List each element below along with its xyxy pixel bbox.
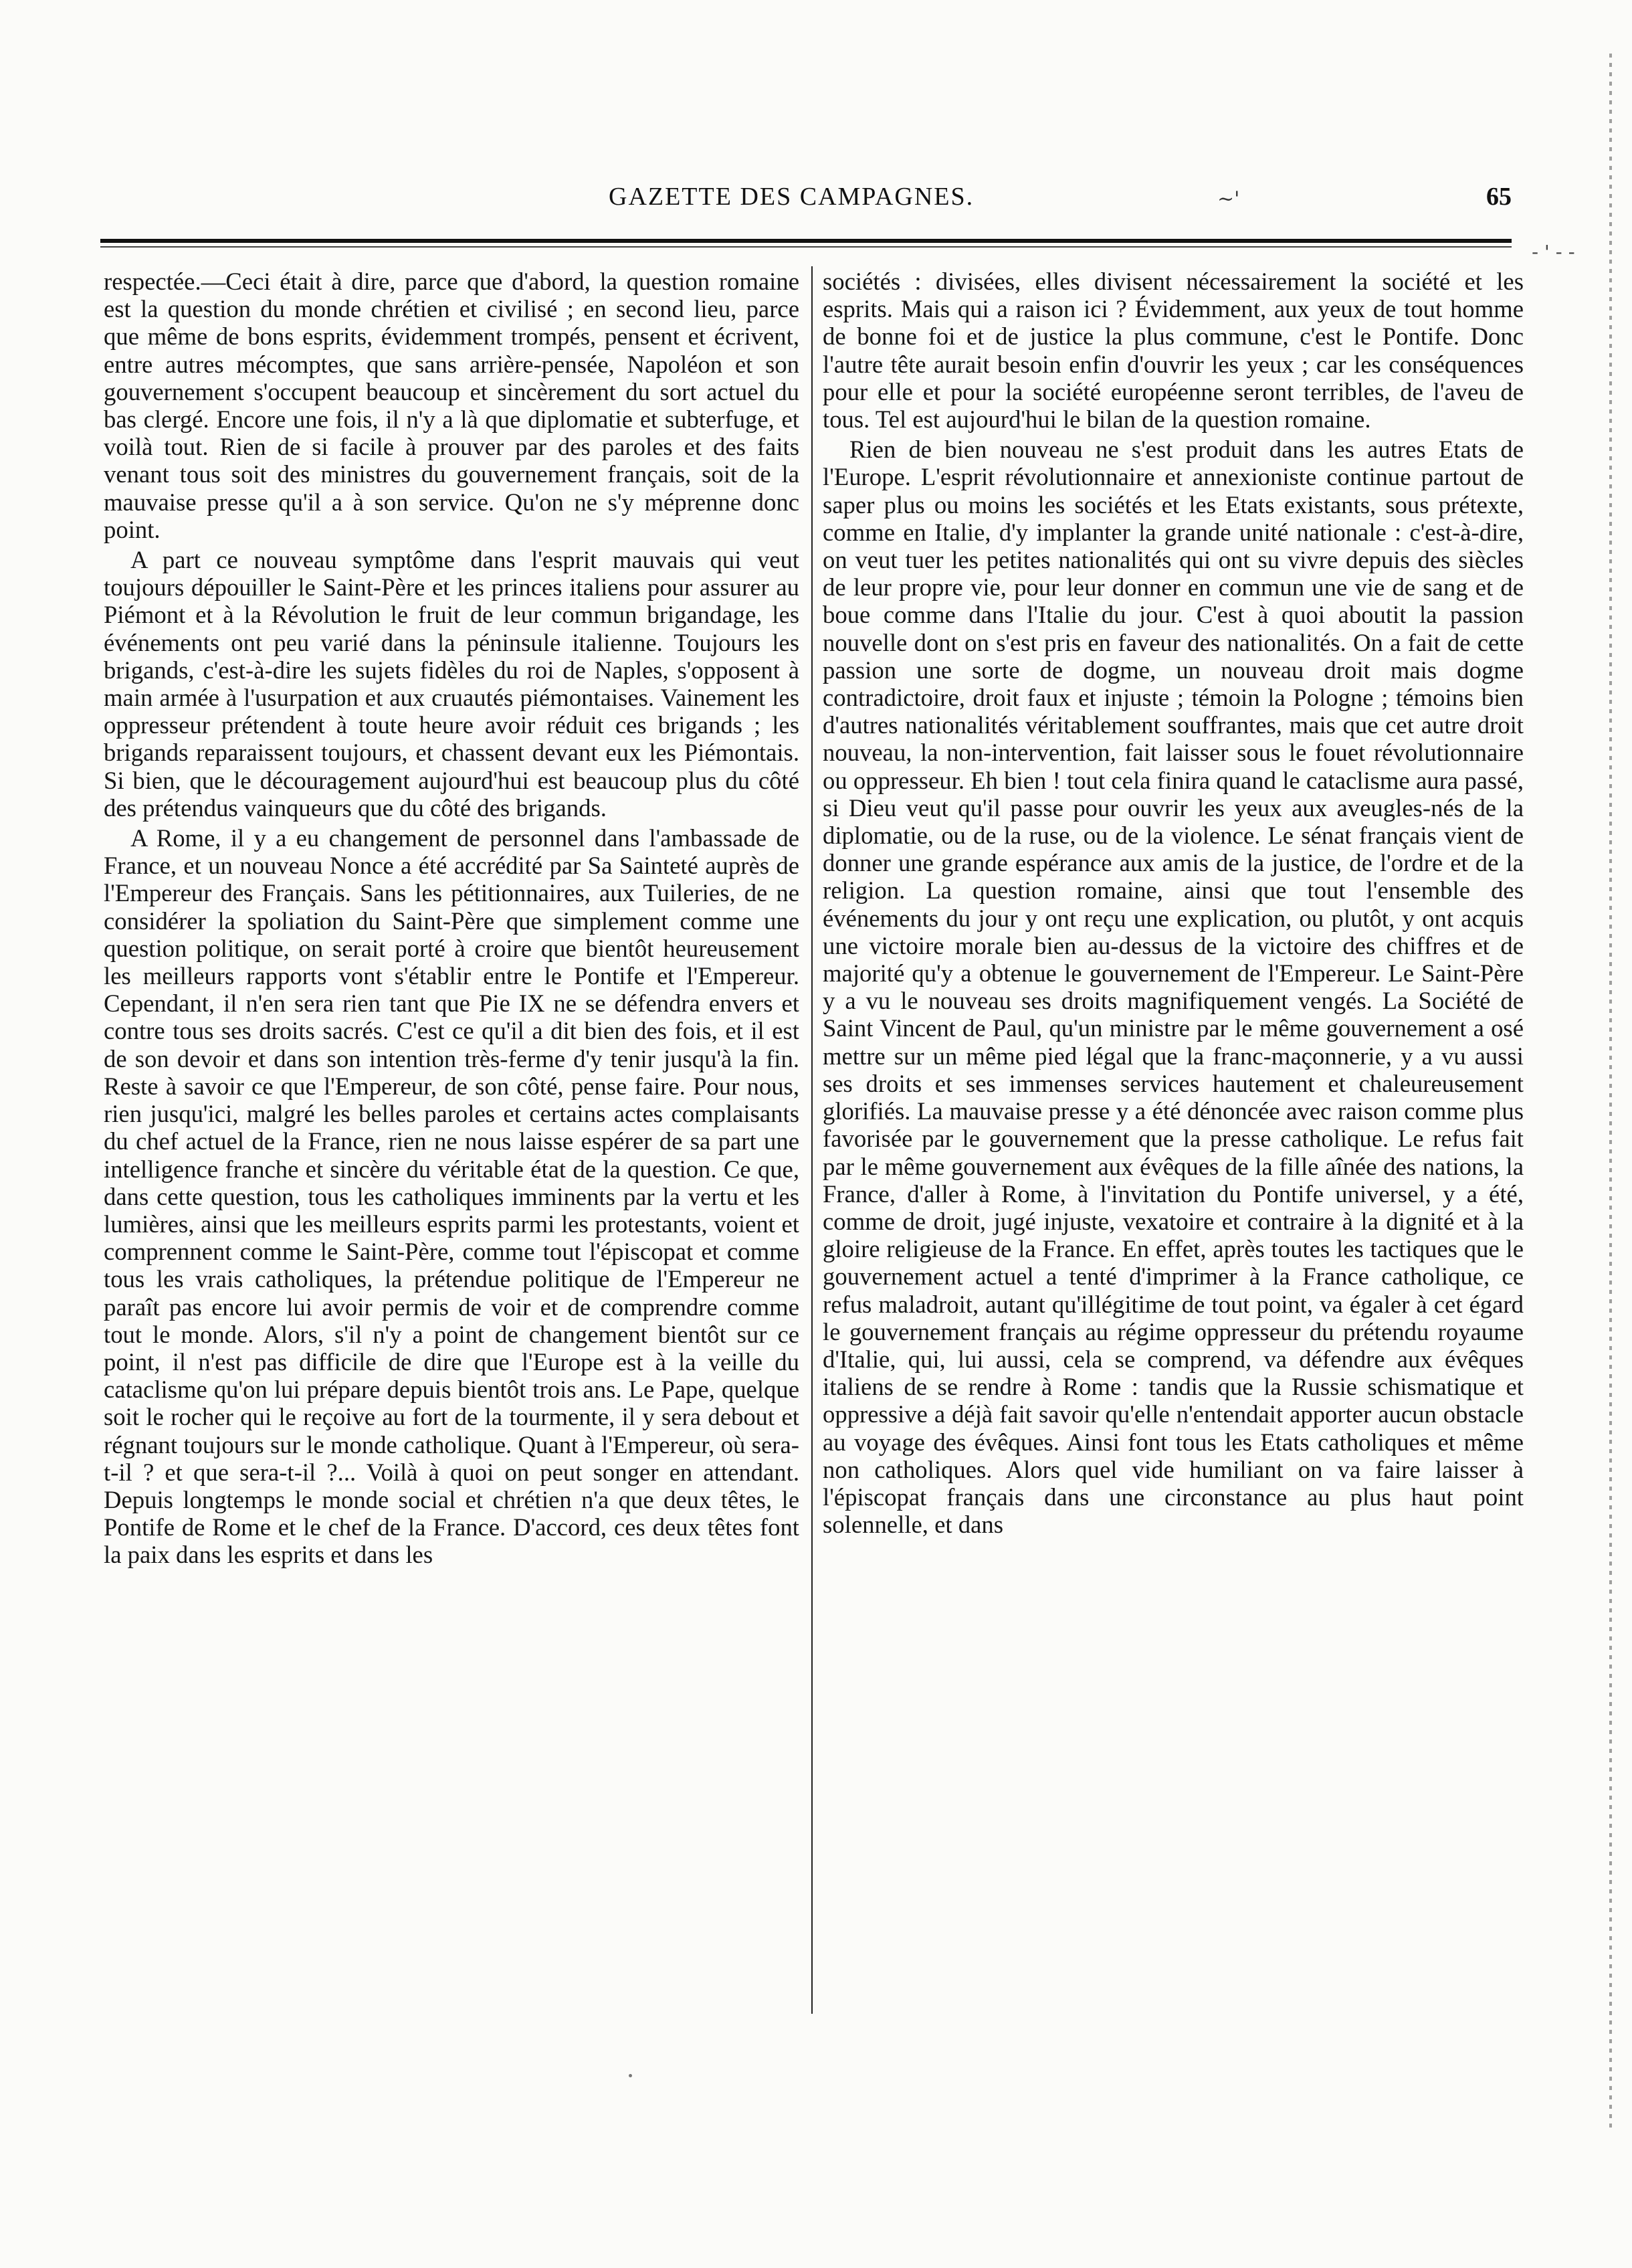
page-header bbox=[100, 182, 1525, 229]
header-mark: ~' bbox=[1217, 187, 1240, 211]
scan-edge-noise bbox=[1609, 54, 1612, 2128]
header-rule-thick bbox=[100, 239, 1512, 243]
scan-speck bbox=[629, 2074, 632, 2077]
right-column bbox=[823, 268, 1524, 1538]
left-paragraph-2: A part ce nouveau symptôme dans l'esprit mauvais qui veut toujours dépouiller le Saint-Père et les princes italiens pour assurer au Piémont et à la Révolution le fruit de leur commun brigandage, les événements ont peu varié dans la péninsule italienne. Toujours les brigands, c'est-à-dire les sujets fidèles du roi de Naples, s'opposent à main armée à l'usurpation et aux cruautés piémontaises. Vainement les oppresseur prétendent à toute heure avoir réduit ces brigands ; les brigands reparaissent toujours, et chassent devant eux les Piémontais. Si bien, que le découragement aujourd'hui est beaucoup plus du côté des prétendus vainqueurs que du côté des brigands. bbox=[104, 546, 799, 822]
margin-marks: - ' - - bbox=[1532, 241, 1575, 263]
header-rule-thin bbox=[100, 246, 1512, 248]
left-paragraph-1: respectée.—Ceci était à dire, parce que d'abord, la question romaine est la question du monde chrétien et civilisé ; en second lieu, parce que même de bons esprits, évidemment trompés, pensent et écrivent, entre autres mécomptes, que sans arrière-pensée, Napoléon et son gouvernement s'occupent beaucoup et sincèrement du sort actuel du bas clergé. Encore une fois, il n'y a là que diplomatie et subterfuge, et voilà tout. Rien de si facile à prouver par des paroles et des faits venant tous soit des ministres du gouvernement français, soit de la mauvaise presse qu'il a à son service. Qu'on ne s'y méprenne donc point. bbox=[104, 268, 799, 543]
left-paragraph-3: A Rome, il y a eu changement de personnel dans l'ambassade de France, et un nouveau Nonce a été accrédité par Sa Sainteté auprès de l'Empereur des Français. Sans les pétitionnaires, aux Tuileries, de ne considérer la spoliation du Saint-Père que simplement comme une question politique, on serait porté à croire que bientôt heureusement les meilleurs rapports vont s'établir entre le Pontife et l'Empereur. Cependant, il n'en sera rien tant que Pie IX ne se défendra envers et contre tous ses droits sacrés. C'est ce qu'il a dit bien des fois, et il est de son devoir et dans son intention très-ferme d'y tenir jusqu'à la fin. Reste à savoir ce que l'Empereur, de son côté, pense faire. Pour nous, rien jusqu'ici, malgré les belles paroles et certains actes complaisants du chef actuel de la France, rien ne nous laisse espérer de sa part une intelligence franche et sincère du véritable état de la question. Ce que, dans cette question, tous les catholiques imminents par la vertu et les lumières, ainsi que les meilleurs esprits parmi les protestants, voient et comprennent comme le Saint-Père, comme tout l'épiscopat et comme tous les vrais catholiques, la prétendue politique de l'Empereur ne paraît pas encore lui avoir permis de voir et de comprendre comme tout le monde. Alors, s'il n'y a point de changement bientôt sur ce point, il n'est pas difficile de dire que l'Europe est à la veille du cataclisme qu'on lui prépare depuis bientôt trois ans. Le Pape, quelque soit le rocher qui le reçoive au fort de la tourmente, il y sera debout et régnant toujours sur le monde catholique. Quant à l'Empereur, où sera-t-il ? et que sera-t-il ?... Voilà à quoi on peut songer en attendant. Depuis longtemps le monde social et chrétien n'a que deux têtes, le Pontife de Rome et le chef de la France. D'accord, ces deux têtes font la paix dans les esprits et dans les bbox=[104, 824, 799, 1569]
right-paragraph-1: sociétés : divisées, elles divisent nécessairement la société et les esprits. Mais qui a raison ici ? Évidemment, aux yeux de tout homme de bonne foi et de justice la plus commune, c'est le Pontife. Donc l'autre tête aurait besoin enfin d'ouvrir les yeux ; car les conséquences pour elle et pour la société européenne seront terribles, de l'aveu de tous. Tel est aujourd'hui le bilan de la question romaine. bbox=[823, 268, 1524, 434]
left-column bbox=[104, 268, 799, 1569]
column-divider bbox=[811, 266, 813, 2014]
right-paragraph-2: Rien de bien nouveau ne s'est produit dans les autres Etats de l'Europe. L'esprit révolutionnaire et annexioniste continue partout de saper plus ou moins les sociétés et les Etats existants, sous prétexte, comme en Italie, d'y implanter la grande unité nationale : c'est-à-dire, on veut tuer les petites nationalités qui ont su vivre depuis des siècles de leur propre vie, pour leur donner en commun une vie de sang et de boue comme dans l'Italie du jour. C'est à quoi aboutit la passion nouvelle dont on s'est pris en faveur des nationalités. On a fait de cette passion une sorte de dogme, un nouveau droit mais dogme contradictoire, droit faux et injuste ; témoin la Pologne ; témoins bien d'autres nationalités véritablement souffrantes, mais que cet autre droit nouveau, la non-intervention, fait laisser sous le fouet révolutionnaire ou oppresseur. Eh bien ! tout cela finira quand le cataclisme aura passé, si Dieu veut qu'il passe pour ouvrir les yeux aux aveugles-nés de la diplomatie, ou de la ruse, ou de la violence. Le sénat français vient de donner une grande espérance aux amis de la justice, de l'ordre et de la religion. La question romaine, ainsi que tout l'ensemble des événements du jour y ont reçu une explication, ou plutôt, y ont acquis une victoire morale bien au-dessus de la victoire des chiffres et de majorité qu'y a obtenue le gouvernement de l'Empereur. Le Saint-Père y a vu le nouveau ses droits magnifiquement vengés. La Société de Saint Vincent de Paul, qu'un ministre par le même gouvernement a osé mettre sur un même pied légal que la franc-maçonnerie, y a vu aussi ses droits et ses immenses services hautement et chaleureusement glorifiés. La mauvaise presse y a été dénoncée avec raison comme plus favorisée par le gouvernement que la presse catholique. Le refus fait par le même gouvernement aux évêques de la fille aînée des nations, la France, d'aller à Rome, à l'invitation du Pontife universel, y a été, comme de droit, jugé injuste, vexatoire et contraire à la dignité et à la gloire religieuse de la France. En effet, après toutes les tactiques que le gouvernement actuel a tenté d'imprimer à la France catholique, ce refus maladroit, autant qu'illégitime de tout point, va égaler à cet égard le gouvernement français au régime oppresseur du prétendu royaume d'Italie, qui, lui aussi, cela se comprend, va défendre aux évêques italiens de se rendre à Rome : tandis que la Russie schismatique et oppressive a déjà fait savoir qu'elle n'entendait apporter aucun obstacle au voyage des évêques. Ainsi font tous les Etats catholiques et même non catholiques. Alors quel vide humiliant on va faire laisser à l'épiscopat français dans une circonstance au plus haut point solennelle, et dans bbox=[823, 436, 1524, 1539]
page-number: 65 bbox=[1486, 183, 1512, 211]
running-title: GAZETTE DES CAMPAGNES. bbox=[609, 183, 975, 211]
